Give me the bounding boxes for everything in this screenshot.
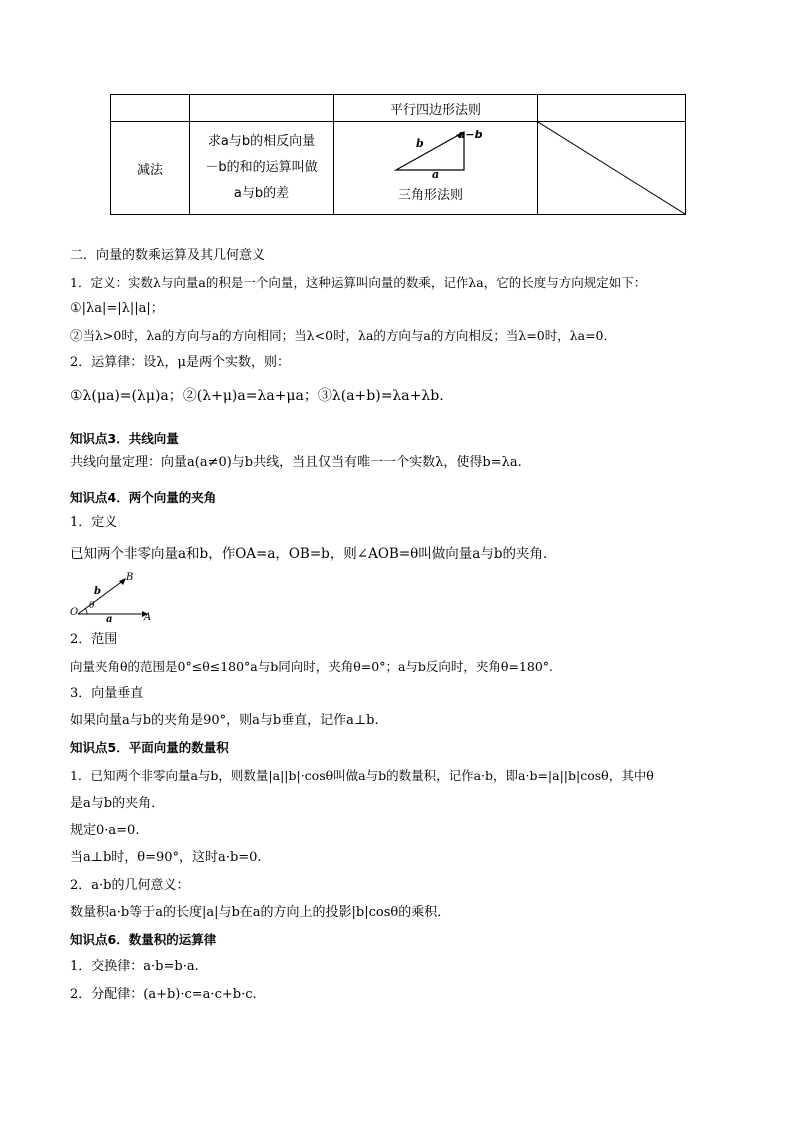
- sec2-definition: 1．定义：实数λ与向量a的积是一个向量，这种运算叫向量的数乘，记作λa，它的长度与方向规定如下：: [70, 275, 647, 290]
- k6-distributive: 2．分配律：(a+b)·c=a·c+b·c.: [70, 987, 257, 1002]
- sec2-item-1: ①|λa|=|λ||a|；: [70, 301, 164, 316]
- sec2-laws-formula: ①λ(μa)=(λμ)a；②(λ+μ)a=λa+μa；③λ(a+b)=λa+λb.: [70, 388, 444, 404]
- table-cell-parallelogram: [334, 95, 538, 122]
- k3-title: 知识点3．共线向量: [70, 431, 179, 446]
- label-a-minus-b: a−b: [458, 128, 483, 141]
- k5-line-1: 1．已知两个非零向量a与b，则数量|a||b|·cosθ叫做a与b的数量积，记作a·b，即a·b=|a||b|cosθ，其中θ: [70, 768, 654, 783]
- table-cell-empty: [111, 95, 190, 122]
- label-theta: θ: [89, 601, 95, 611]
- table-cell-empty: [190, 95, 334, 122]
- table-cell-op: [111, 122, 190, 215]
- sec2-laws-intro: 2．运算律：设λ，μ是两个实数，则：: [70, 355, 290, 370]
- label-B: B: [126, 572, 134, 583]
- k4-sub-definition: 1．定义: [70, 515, 118, 530]
- section-2-title: 二．向量的数乘运算及其几何意义: [70, 248, 266, 263]
- triangle-rule-label: 三角形法则: [398, 188, 464, 203]
- arrowhead-b: [119, 578, 126, 585]
- vector-operations-table: [110, 94, 686, 215]
- diagonal-line: [538, 122, 685, 214]
- sec2-item-2: ②当λ>0时，λa的方向与a的方向相同；当λ<0时，λa的方向与a的方向相反；当λ=0时，λa=0.: [70, 328, 608, 343]
- def-line: 求a与b的相反向量: [207, 134, 316, 149]
- k6-title: 知识点6．数量积的运算律: [70, 932, 217, 947]
- k5-title: 知识点5．平面向量的数量积: [70, 740, 229, 755]
- triangle-shape: [396, 132, 464, 170]
- k5-line-1b: 是a与b的夹角．: [70, 796, 165, 811]
- k3-theorem: 共线向量定理：向量a(a≠0)与b共线，当且仅当有唯一一个实数λ，使得b=λa.: [70, 455, 522, 470]
- k4-title: 知识点4．两个向量的夹角: [70, 490, 217, 505]
- k4-perpendicular: 如果向量a与b的夹角是90°，则a与b垂直，记作a⊥b.: [70, 713, 379, 728]
- table-cell-figure: [334, 122, 538, 215]
- angle-figure: [68, 570, 158, 626]
- label-a: a: [432, 168, 440, 181]
- k5-rule-zero: 规定0·a=0.: [70, 823, 140, 838]
- def-line: a与b的差: [233, 186, 290, 201]
- label-a: a: [106, 614, 113, 625]
- angle-arc: [85, 608, 87, 614]
- k6-commutative: 1．交换律：a·b=b·a.: [70, 959, 199, 974]
- label-b: b: [416, 137, 424, 150]
- op-name-subtraction: 减法: [136, 162, 163, 178]
- k4-range: 向量夹角θ的范围是0°≤θ≤180°a与b同向时，夹角θ=0°；a与b反向时，夹角θ=180°.: [70, 659, 554, 674]
- label-b: b: [94, 586, 101, 597]
- k5-sub-geometric: 2．a·b的几何意义：: [70, 878, 190, 893]
- k4-sub-range: 2．范围: [70, 632, 118, 647]
- def-line: －b的和的运算叫做: [205, 160, 318, 175]
- table-cell-empty: [538, 95, 686, 122]
- label-A: A: [144, 612, 152, 623]
- k4-definition: 已知两个非零向量a和b，作OA=a，OB=b，则∠AOB=θ叫做向量a与b的夹角．: [70, 546, 557, 562]
- vector-ob: [78, 580, 124, 614]
- label-O: O: [70, 607, 79, 618]
- k5-geometric-meaning: 数量积a·b等于a的长度|a|与b在a的方向上的投影|b|cosθ的乘积．: [70, 905, 451, 920]
- k4-sub-perpendicular: 3．向量垂直: [70, 686, 144, 701]
- parallelogram-rule-label: 平行四边形法则: [389, 102, 481, 118]
- table-cell-def: [190, 122, 334, 215]
- k5-perp-zero: 当a⊥b时，θ=90°，这时a·b=0.: [70, 850, 262, 865]
- table-cell-diagonal: [538, 122, 686, 215]
